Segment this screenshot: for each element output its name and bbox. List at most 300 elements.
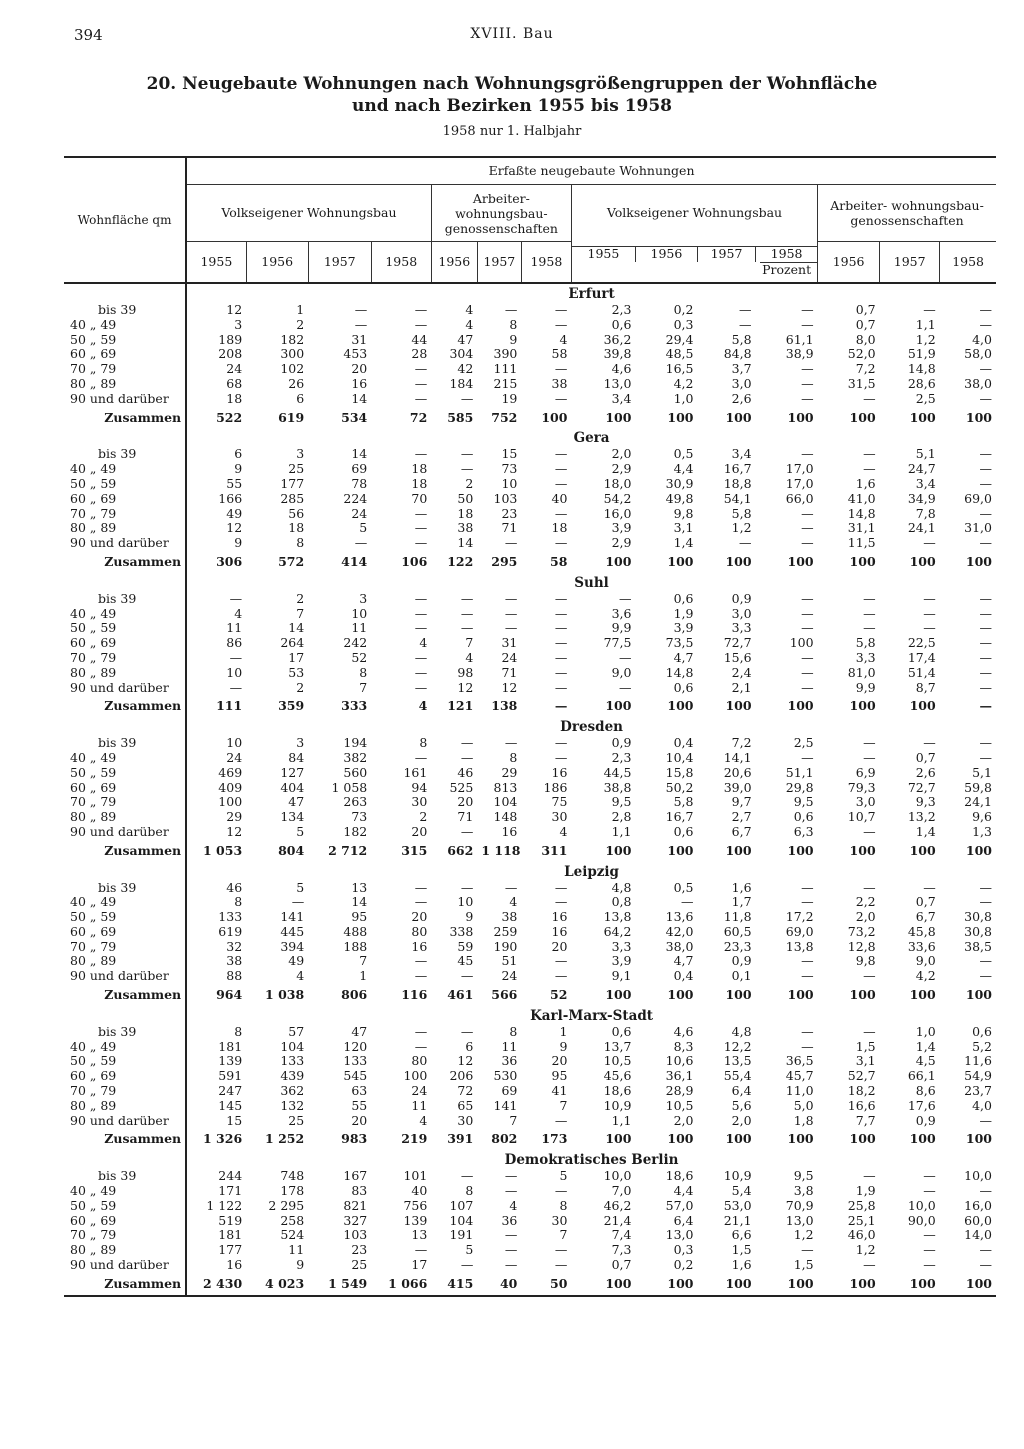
table-cell: 1,5 <box>793 1257 814 1273</box>
table-cell: 2 <box>296 679 305 695</box>
table-cell: — <box>863 1023 876 1039</box>
table-row <box>64 333 996 348</box>
table-cell: 9,8 <box>855 953 876 969</box>
table-row <box>64 954 996 969</box>
row-label: 50 „ 59 <box>64 1199 186 1214</box>
table-cell: 530 <box>493 1068 518 1084</box>
table-cell: 78 <box>351 475 368 491</box>
awg-header-left: Arbeiter- wohnungsbau- genossenschaften <box>431 185 571 242</box>
table-cell: 1,2 <box>915 331 936 347</box>
row-label: bis 39 <box>64 1169 186 1184</box>
total-cell: 100 <box>725 1275 752 1291</box>
table-cell: 7,8 <box>915 505 936 521</box>
region-name: Gera <box>573 430 610 447</box>
table-cell: 7,2 <box>731 735 752 751</box>
table-cell: 36,1 <box>665 1068 694 1084</box>
table-row <box>64 895 996 910</box>
table-cell: 1,0 <box>673 390 694 406</box>
table-cell: — <box>979 649 992 665</box>
table-cell: — <box>801 649 814 665</box>
table-cell: 10,5 <box>603 1053 632 1069</box>
table-cell: 52,7 <box>847 1068 876 1084</box>
table-cell: — <box>979 505 992 521</box>
table-cell: — <box>460 605 474 621</box>
table-cell: — <box>681 894 694 910</box>
region-spacer <box>64 283 186 303</box>
table-cell: — <box>863 461 876 477</box>
total-cell: 100 <box>849 842 876 858</box>
year-header: 1957 <box>698 247 756 262</box>
table-cell: 7 <box>359 679 368 695</box>
volk-header-left: Volkseigener Wohnungsbau <box>186 185 431 242</box>
table-cell: — <box>618 649 632 665</box>
table-cell: — <box>801 968 814 984</box>
table-cell: 9,1 <box>611 968 632 984</box>
year-header: 1956 <box>636 247 698 262</box>
awg-header-right: Arbeiter- wohnungsbau- genossenschaften <box>818 185 996 242</box>
table-cell: 72,7 <box>907 779 936 795</box>
table-cell: 46,2 <box>603 1197 632 1213</box>
table-row <box>64 940 996 955</box>
table-cell: 3,9 <box>611 953 632 969</box>
total-cell: 1 038 <box>265 987 305 1003</box>
total-cell: 306 <box>216 553 243 569</box>
table-cell: 16,0 <box>603 505 632 521</box>
table-cell: — <box>460 620 474 636</box>
table-cell: 821 <box>343 1197 368 1213</box>
table-cell: 104 <box>493 794 518 810</box>
table-cell: — <box>354 316 368 332</box>
table-cell: 100 <box>218 794 243 810</box>
table-cell: 525 <box>449 779 474 795</box>
table-cell: 258 <box>280 1212 305 1228</box>
table-cell: 51,1 <box>785 764 814 780</box>
table-cell: 15 <box>501 446 518 462</box>
table-cell: 90,0 <box>907 1212 936 1228</box>
table-cell: 9,3 <box>915 794 936 810</box>
table-cell: — <box>554 664 568 680</box>
table-cell: — <box>504 1227 518 1243</box>
table-cell: 141 <box>280 909 305 925</box>
table-cell: — <box>554 390 568 406</box>
table-cell: 188 <box>343 938 368 954</box>
table-cell: 30,8 <box>964 909 992 925</box>
table-cell: 5,4 <box>731 1183 752 1199</box>
row-label: bis 39 <box>64 303 186 318</box>
table-cell: 20 <box>411 823 428 839</box>
table-cell: 54,9 <box>964 1068 992 1084</box>
table-cell: 10,0 <box>907 1197 936 1213</box>
total-cell: 52 <box>550 987 568 1003</box>
table-cell: 756 <box>403 1197 428 1213</box>
total-cell: 333 <box>341 698 368 714</box>
table-cell: 83 <box>351 1183 368 1199</box>
table-cell: 9,0 <box>611 664 632 680</box>
table-cell: 14,0 <box>964 1227 992 1243</box>
table-cell: 2,1 <box>731 679 752 695</box>
total-cell: 311 <box>541 842 568 858</box>
table-cell: 20 <box>351 361 368 377</box>
total-cell: 100 <box>849 1275 876 1291</box>
row-label: 70 „ 79 <box>64 362 186 377</box>
table-cell: 81,0 <box>847 664 876 680</box>
region-name: Demokratisches Berlin <box>504 1152 679 1169</box>
table-cell: — <box>414 302 428 317</box>
total-cell: 100 <box>787 409 814 425</box>
table-row <box>64 910 996 925</box>
table-cell: — <box>923 620 936 636</box>
year-header: 1955 <box>200 253 233 269</box>
total-cell: 100 <box>849 1131 876 1147</box>
running-header: XVIII. Bau <box>470 26 554 42</box>
total-label: Zusammen <box>64 551 186 573</box>
table-cell: — <box>414 590 428 606</box>
table-cell: 1,5 <box>855 1038 876 1054</box>
table-cell: 8 <box>359 664 368 680</box>
table-row <box>64 477 996 492</box>
year-header: 1958 <box>371 242 431 283</box>
total-cell: 752 <box>491 409 518 425</box>
table-row <box>64 447 996 462</box>
table-cell: 15,8 <box>665 764 694 780</box>
table-cell: — <box>414 520 428 536</box>
table-cell: — <box>923 1183 936 1199</box>
table-cell: 178 <box>280 1183 305 1199</box>
table-cell: 7 <box>559 1227 568 1243</box>
table-cell: 619 <box>218 923 243 939</box>
table-cell: 41,0 <box>847 490 876 506</box>
table-cell: 5 <box>465 1242 474 1258</box>
table-cell: — <box>504 605 518 621</box>
table-subtitle: 1958 nur 1. Halbjahr <box>442 124 582 139</box>
table-cell: 46,0 <box>847 1227 876 1243</box>
table-cell: 1 <box>359 968 368 984</box>
table-cell: 3,9 <box>673 620 694 636</box>
table-cell: 18,8 <box>723 475 752 491</box>
table-cell: 101 <box>403 1168 428 1184</box>
total-row <box>64 695 996 717</box>
table-cell: — <box>554 475 568 491</box>
table-row <box>64 318 996 333</box>
table-cell: 304 <box>449 346 474 362</box>
table-cell: 9 <box>509 331 518 347</box>
row-label: 40 „ 49 <box>64 1040 186 1055</box>
table-cell: — <box>554 894 568 910</box>
table-cell: 0,6 <box>673 823 694 839</box>
table-cell: 56 <box>288 505 305 521</box>
table-cell: 18,6 <box>665 1168 694 1184</box>
table-row <box>64 462 996 477</box>
table-cell: — <box>863 735 876 751</box>
year-header: 1958 <box>770 245 803 261</box>
table-cell: — <box>554 302 568 317</box>
total-label: Zusammen <box>64 840 186 862</box>
table-row <box>64 666 996 681</box>
table-cell: 79,3 <box>847 779 876 795</box>
table-cell: 206 <box>449 1068 474 1084</box>
row-label: 50 „ 59 <box>64 621 186 636</box>
table-cell: 1,2 <box>793 1227 814 1243</box>
row-label: bis 39 <box>64 592 186 607</box>
table-cell: — <box>801 1038 814 1054</box>
table-cell: 8 <box>509 316 518 332</box>
table-cell: 20 <box>411 909 428 925</box>
table-cell: 18 <box>551 520 568 536</box>
table-cell: 4 <box>234 605 243 621</box>
table-cell: 57,0 <box>665 1197 694 1213</box>
table-cell: 41 <box>551 1083 568 1099</box>
table-cell: 21,4 <box>603 1212 632 1228</box>
table-cell: 14,8 <box>907 361 936 377</box>
table-cell: 4 <box>296 968 305 984</box>
table-cell: 13,8 <box>785 938 814 954</box>
table-cell: 2,9 <box>611 535 632 551</box>
table-cell: 16 <box>551 923 568 939</box>
table-cell: 7 <box>559 1097 568 1113</box>
table-cell: 0,9 <box>611 735 632 751</box>
table-cell: 133 <box>218 909 243 925</box>
table-cell: 453 <box>343 346 368 362</box>
total-cell: 2 712 <box>328 842 368 858</box>
table-cell: — <box>863 620 876 636</box>
table-row <box>64 1243 996 1258</box>
table-cell: 9 <box>296 1257 305 1273</box>
table-cell: 20 <box>551 938 568 954</box>
table-cell: 2,6 <box>915 764 936 780</box>
total-cell: 414 <box>341 553 368 569</box>
table-cell: 17,0 <box>785 461 814 477</box>
table-row <box>64 1214 996 1229</box>
table-cell: — <box>414 605 428 621</box>
table-cell: — <box>460 823 474 839</box>
table-cell: 20 <box>351 1112 368 1128</box>
row-label: 80 „ 89 <box>64 521 186 536</box>
row-label: 60 „ 69 <box>64 1069 186 1084</box>
total-cell: 100 <box>725 987 752 1003</box>
table-cell: — <box>554 605 568 621</box>
table-cell: 52 <box>351 649 368 665</box>
region-header-row <box>64 283 996 303</box>
table-cell: 53 <box>288 664 305 680</box>
table-cell: 0,6 <box>673 590 694 606</box>
table-cell: 4,5 <box>915 1053 936 1069</box>
table-cell: — <box>979 1112 992 1128</box>
table-cell: 24,1 <box>964 794 992 810</box>
total-cell: 100 <box>849 987 876 1003</box>
table-cell: — <box>229 649 243 665</box>
table-cell: — <box>460 968 474 984</box>
table-cell: — <box>979 1257 992 1273</box>
table-cell: — <box>923 1257 936 1273</box>
table-cell: 9,5 <box>793 1168 814 1184</box>
total-cell: 100 <box>909 1131 936 1147</box>
table-cell: — <box>739 316 752 332</box>
table-cell: — <box>979 894 992 910</box>
table-cell: 11 <box>351 620 368 636</box>
table-cell: 0,3 <box>673 1242 694 1258</box>
table-cell: — <box>979 605 992 621</box>
table-cell: 161 <box>403 764 428 780</box>
table-cell: 166 <box>218 490 243 506</box>
table-cell: 264 <box>280 635 305 651</box>
row-label: bis 39 <box>64 1025 186 1040</box>
table-cell: 40 <box>411 1183 428 1199</box>
table-cell: 3 <box>234 316 243 332</box>
table-cell: 51,4 <box>907 664 936 680</box>
table-cell: 5,0 <box>793 1097 814 1113</box>
table-cell: — <box>504 1242 518 1258</box>
table-cell: — <box>979 590 992 606</box>
table-cell: 404 <box>280 779 305 795</box>
housing-table <box>64 156 996 1297</box>
table-cell: 1,6 <box>731 1257 752 1273</box>
total-label: Zusammen <box>64 1128 186 1150</box>
table-cell: 2 <box>296 316 305 332</box>
table-cell: 1,1 <box>611 823 632 839</box>
total-cell: 100 <box>667 698 694 714</box>
total-cell: 100 <box>667 1275 694 1291</box>
table-cell: 4,7 <box>673 953 694 969</box>
table-cell: 50,2 <box>665 779 694 795</box>
table-cell: 31,0 <box>964 520 992 536</box>
table-cell: 14,8 <box>665 664 694 680</box>
total-cell: 1 118 <box>481 842 521 858</box>
table-cell: — <box>801 605 814 621</box>
total-cell: 4 <box>418 698 428 714</box>
total-cell: 100 <box>849 553 876 569</box>
table-cell: 186 <box>543 779 568 795</box>
table-row <box>64 1054 996 1069</box>
table-cell: 24 <box>351 505 368 521</box>
region-name: Suhl <box>574 574 609 591</box>
row-label: bis 39 <box>64 736 186 751</box>
table-cell: 12 <box>226 520 243 536</box>
table-cell: — <box>460 749 474 765</box>
table-cell: 38 <box>551 375 568 391</box>
table-cell: 12 <box>226 823 243 839</box>
table-cell: 7,2 <box>855 361 876 377</box>
table-cell: 80 <box>411 923 428 939</box>
table-row <box>64 607 996 622</box>
table-cell: 95 <box>551 1068 568 1084</box>
table-cell: 69 <box>351 461 368 477</box>
table-cell: 71 <box>457 809 474 825</box>
table-cell: 0,7 <box>915 749 936 765</box>
table-cell: 3,4 <box>611 390 632 406</box>
table-cell: 53,0 <box>723 1197 752 1213</box>
table-cell: 181 <box>218 1227 243 1243</box>
table-cell: 409 <box>218 779 243 795</box>
row-label: 50 „ 59 <box>64 766 186 781</box>
table-cell: 28,6 <box>907 375 936 391</box>
table-cell: 38,8 <box>603 779 632 795</box>
table-cell: — <box>414 390 428 406</box>
region-name: Erfurt <box>568 286 615 302</box>
table-cell: 177 <box>280 475 305 491</box>
row-label: 50 „ 59 <box>64 910 186 925</box>
table-cell: — <box>979 1183 992 1199</box>
table-cell: 263 <box>343 794 368 810</box>
table-cell: — <box>923 1242 936 1258</box>
table-cell: 60,5 <box>723 923 752 939</box>
table-row <box>64 751 996 766</box>
table-cell: 394 <box>280 938 305 954</box>
row-label: 70 „ 79 <box>64 795 186 810</box>
total-row <box>64 1273 996 1295</box>
table-cell: 14 <box>288 620 305 636</box>
table-cell: 1,6 <box>731 879 752 895</box>
year-header: 1957 <box>308 242 371 283</box>
table-cell: — <box>801 505 814 521</box>
table-cell: 3,4 <box>915 475 936 491</box>
table-cell: — <box>618 590 632 606</box>
total-cell: 100 <box>787 1275 814 1291</box>
table-cell: — <box>863 823 876 839</box>
table-cell: — <box>414 1023 428 1039</box>
total-cell: 100 <box>667 842 694 858</box>
table-cell: 24,7 <box>907 461 936 477</box>
table-cell: 141 <box>493 1097 518 1113</box>
total-cell: 359 <box>278 698 305 714</box>
table-cell: 1,4 <box>915 1038 936 1054</box>
table-cell: 1,8 <box>793 1112 814 1128</box>
table-cell: 145 <box>218 1097 243 1113</box>
table-cell: — <box>354 302 368 317</box>
total-cell: 100 <box>667 987 694 1003</box>
table-cell: — <box>863 590 876 606</box>
table-cell: — <box>554 620 568 636</box>
table-cell: 4,4 <box>673 1183 694 1199</box>
table-cell: 44,5 <box>603 764 632 780</box>
table-cell: — <box>460 735 474 751</box>
table-cell: 0,8 <box>611 894 632 910</box>
table-cell: — <box>863 749 876 765</box>
table-cell: — <box>979 879 992 895</box>
table-cell: — <box>414 446 428 462</box>
table-cell: 60,0 <box>964 1212 992 1228</box>
region-spacer <box>64 862 186 881</box>
total-cell: 138 <box>491 698 518 714</box>
table-cell: 11,8 <box>723 909 752 925</box>
table-cell: 285 <box>280 490 305 506</box>
year-header: 1956 <box>431 242 477 283</box>
table-cell: 104 <box>280 1038 305 1054</box>
table-cell: 80 <box>411 1053 428 1069</box>
table-cell: 10 <box>457 894 474 910</box>
table-cell: 6,3 <box>793 823 814 839</box>
table-cell: 16 <box>551 909 568 925</box>
table-cell: — <box>801 302 814 317</box>
table-cell: 11 <box>411 1097 428 1113</box>
table-cell: 16,7 <box>665 809 694 825</box>
table-cell: 0,2 <box>673 1257 694 1273</box>
table-cell: 6,6 <box>731 1227 752 1243</box>
table-cell: 20 <box>551 1053 568 1069</box>
row-label: 40 „ 49 <box>64 462 186 477</box>
table-cell: — <box>801 316 814 332</box>
table-cell: 7,7 <box>855 1112 876 1128</box>
table-cell: — <box>554 505 568 521</box>
table-cell: — <box>504 1183 518 1199</box>
region-name: Dresden <box>560 719 623 736</box>
total-cell: 100 <box>725 409 752 425</box>
table-cell: 7,3 <box>611 1242 632 1258</box>
total-cell: 1 066 <box>388 1275 428 1291</box>
table-cell: — <box>863 1168 876 1184</box>
table-cell: 6 <box>234 446 243 462</box>
table-cell: — <box>414 679 428 695</box>
table-cell: 103 <box>493 490 518 506</box>
